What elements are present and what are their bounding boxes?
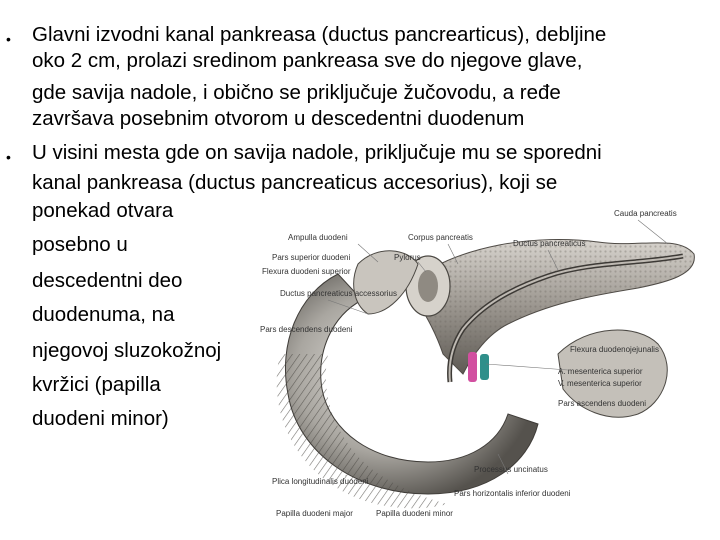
label-corpus: Corpus pancreatis <box>408 233 473 242</box>
label-papilla-minor: Papilla duodeni minor <box>376 509 453 518</box>
mesenteric-artery-shape <box>468 352 477 382</box>
label-ductus-accessorius: Ductus pancreaticus accessorius <box>280 289 397 298</box>
bullet-marker: • <box>6 31 11 47</box>
label-ductus: Ductus pancreaticus <box>513 239 586 248</box>
label-ampulla: Ampulla duodeni <box>288 233 348 242</box>
bullet-marker: • <box>6 149 11 165</box>
bullet-2-line-3: ponekad otvara <box>32 199 174 222</box>
label-v-mesenterica: V. mesenterica superior <box>558 379 642 388</box>
bullet-2-line-9: duodeni minor) <box>32 407 169 430</box>
bullet-1-line-2: oko 2 cm, prolazi sredinom pankreasa sve do njegove glave, <box>32 49 583 72</box>
label-flexura-jejunalis: Flexura duodenojejunalis <box>570 345 659 354</box>
label-processus: Processus uncinatus <box>474 465 548 474</box>
label-papilla-major: Papilla duodeni major <box>276 509 353 518</box>
bullet-1-line-3: gde savija nadole, i obično se priključuje žučovodu, a ređe <box>32 81 561 104</box>
leader-cauda <box>638 220 668 244</box>
label-pars-ascendens: Pars ascendens duodeni <box>558 399 647 408</box>
label-pars-horizontalis: Pars horizontalis inferior duodeni <box>454 489 571 498</box>
bullet-1-line-1: Glavni izvodni kanal pankreasa (ductus pancrearticus), debljine <box>32 23 607 46</box>
bullet-2-line-5: descedentni deo <box>32 269 183 292</box>
label-cauda: Cauda pancreatis <box>614 209 677 218</box>
bullet-2-line-6: duodenuma, na <box>32 303 175 326</box>
bullet-2-line-2: kanal pankreasa (ductus pancreaticus accesorius), koji se <box>32 171 558 194</box>
bullet-1-line-4: završava posebnim otvorom u descedentni duodenum <box>32 107 525 130</box>
pancreas-anatomy-illustration <box>258 204 698 520</box>
bullet-2-line-1: U visini mesta gde on savija nadole, priključuje mu se sporedni <box>32 141 602 164</box>
bullet-2-line-7: njegovoj sluzokožnoj <box>32 339 222 362</box>
bullet-2-line-4: posebno u <box>32 233 128 256</box>
label-flexura-superior: Flexura duodeni superior <box>262 267 351 276</box>
bullet-2-line-8: kvržici (papilla <box>32 373 161 396</box>
pylorus-lumen <box>418 270 438 302</box>
label-plica: Plica longitudinalis duodeni <box>272 477 369 486</box>
label-pars-superior: Pars superior duodeni <box>272 253 351 262</box>
leader-vessels <box>486 364 568 370</box>
mesenteric-vein-shape <box>480 354 489 380</box>
label-a-mesenterica: A. mesenterica superior <box>558 367 643 376</box>
label-pylorus: Pylorus <box>394 253 421 262</box>
label-pars-descendens: Pars descendens duodeni <box>260 325 353 334</box>
